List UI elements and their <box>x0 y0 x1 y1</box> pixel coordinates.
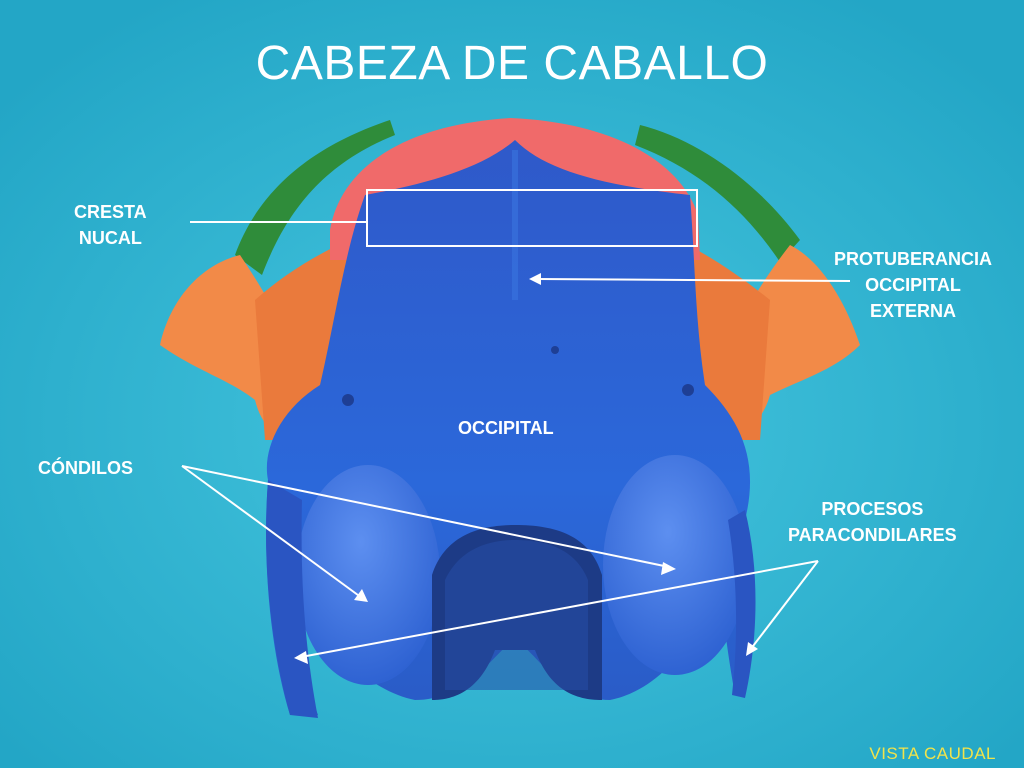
mastoid-foramen-right <box>682 384 694 396</box>
foramen-depth <box>445 540 588 690</box>
label-procesos-line-1: PROCESOS <box>821 499 924 519</box>
label-cresta-nucal <box>74 199 147 251</box>
label-protuberancia <box>834 246 992 324</box>
label-protuberancia-line-1: PROTUBERANCIA <box>834 249 993 269</box>
label-occipital: OCCIPITAL <box>458 418 554 438</box>
label-protuberancia-line-3: EXTERNA <box>870 301 957 321</box>
left-condyle <box>296 465 440 685</box>
label-procesos-line-2: PARACONDILARES <box>788 525 957 545</box>
label-protuberancia-line-2: OCCIPITAL <box>865 275 961 295</box>
foramen-dot <box>551 346 559 354</box>
label-cresta-nucal-line-2: NUCAL <box>78 228 142 248</box>
label-cresta-nucal-line-1: CRESTA <box>74 202 147 222</box>
label-condilos: CÓNDILOS <box>38 458 134 478</box>
right-condyle <box>603 455 747 675</box>
view-label: VISTA CAUDAL <box>869 744 996 763</box>
mastoid-foramen-left <box>342 394 354 406</box>
slide-title: CABEZA DE CABALLO <box>255 37 769 90</box>
label-procesos <box>788 496 957 548</box>
